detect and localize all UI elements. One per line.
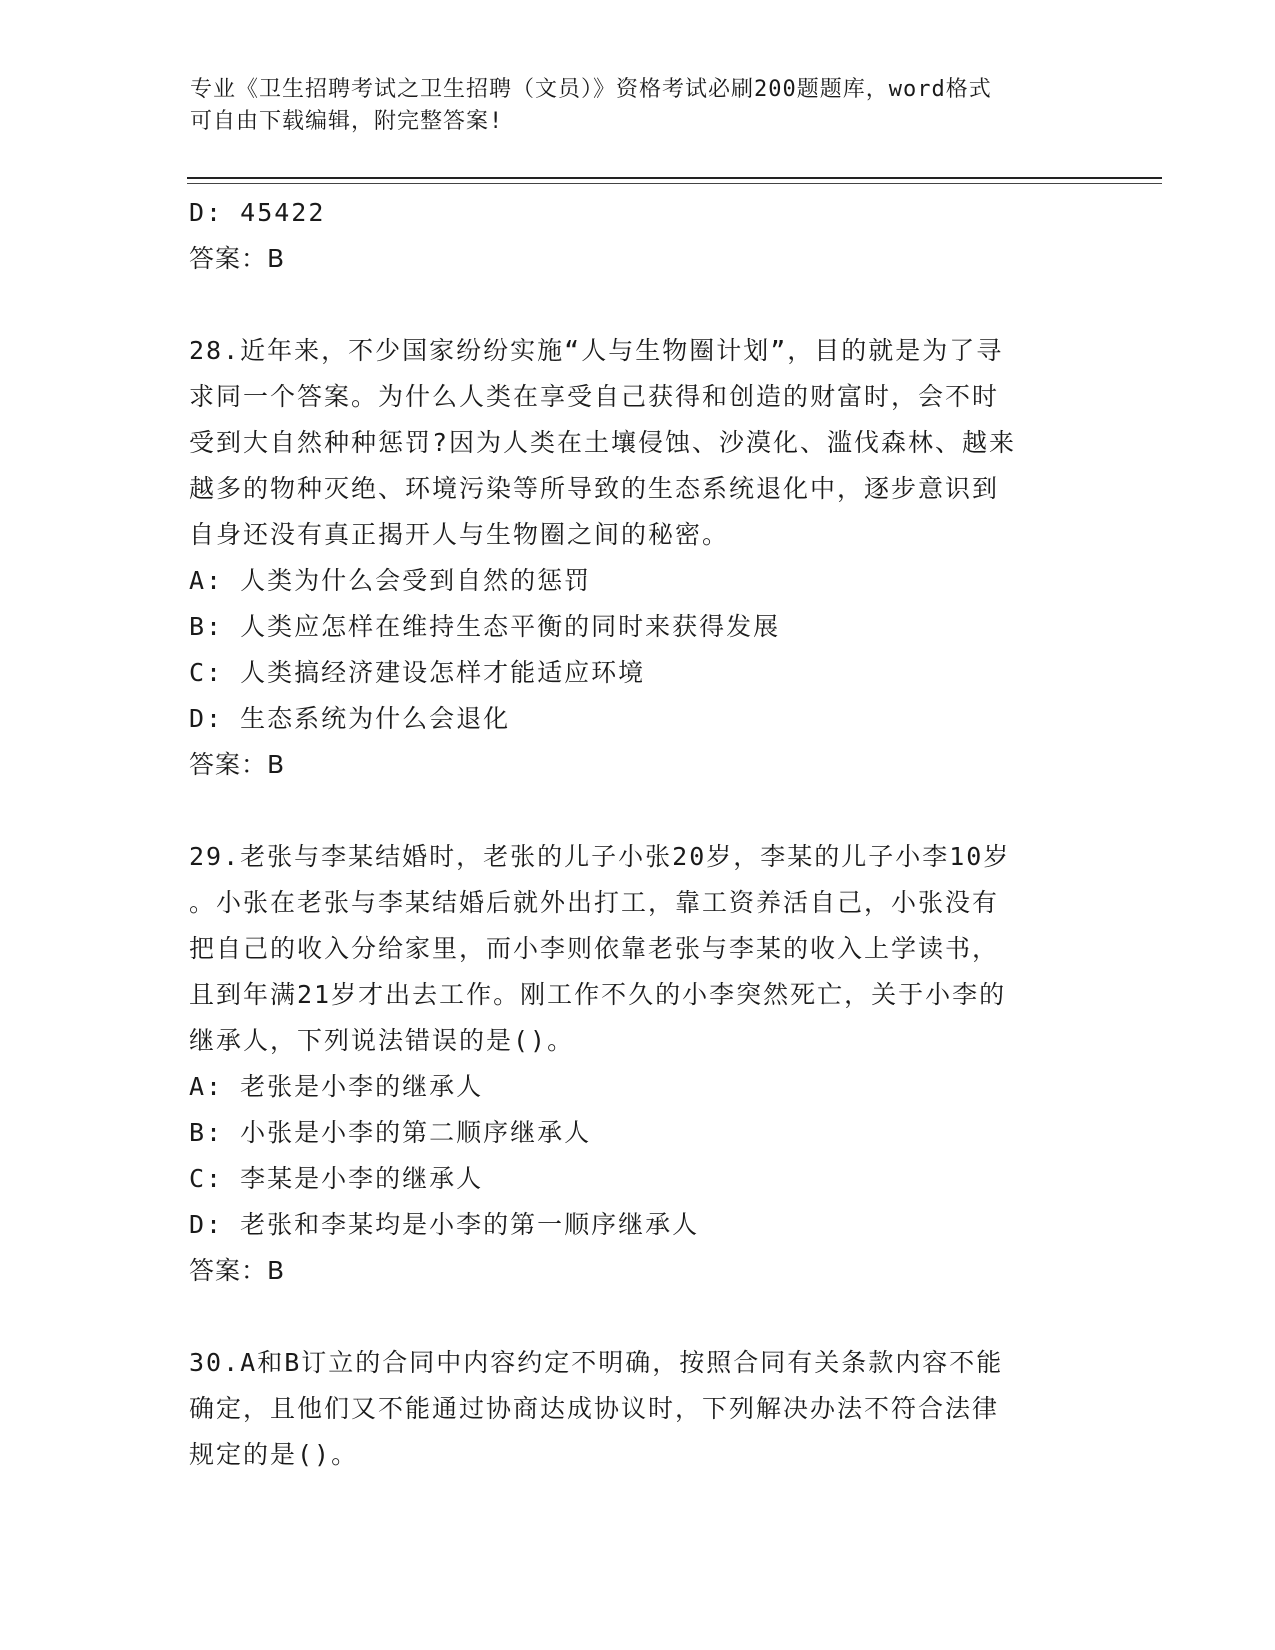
q29-option-d: D: 老张和李某均是小李的第一顺序继承人 <box>189 1210 700 1239</box>
q28-line-4: 越多的物种灭绝、环境污染等所导致的生态系统退化中，逐步意识到 <box>189 474 1000 503</box>
q30-line-3: 规定的是()。 <box>189 1440 359 1469</box>
q28-option-d: D: 生态系统为什么会退化 <box>189 704 511 733</box>
q28-answer: 答案：B <box>189 750 286 779</box>
q29-line-1: 29.老张与李某结婚时，老张的儿子小张20岁，李某的儿子小李10岁 <box>189 842 1011 871</box>
q28-line-1: 28.近年来，不少国家纷纷实施“人与生物圈计划”，目的就是为了寻 <box>189 336 1004 365</box>
q29-answer: 答案：B <box>189 1256 286 1285</box>
q30-line-2: 确定，且他们又不能通过协商达成协议时，下列解决办法不符合法律 <box>189 1394 1000 1423</box>
q30-line-1: 30.A和B订立的合同中内容约定不明确，按照合同有关条款内容不能 <box>189 1348 1004 1377</box>
prev-option-d: D: 45422 <box>189 198 326 227</box>
q29-line-5: 继承人，下列说法错误的是()。 <box>189 1026 575 1055</box>
header-line-1: 专业《卫生招聘考试之卫生招聘（文员）》资格考试必刷200题题库，word格式 <box>190 77 992 102</box>
q29-option-a: A: 老张是小李的继承人 <box>189 1072 484 1101</box>
q29-option-b: B: 小张是小李的第二顺序继承人 <box>189 1118 592 1147</box>
q29-option-c: C: 李某是小李的继承人 <box>189 1164 484 1193</box>
q29-line-4: 且到年满21岁才出去工作。刚工作不久的小李突然死亡，关于小李的 <box>189 980 1007 1009</box>
header-rule-thick <box>187 177 1162 179</box>
q28-line-5: 自身还没有真正揭开人与生物圈之间的秘密。 <box>189 520 730 549</box>
spacer <box>189 1294 1089 1340</box>
q28-option-c: C: 人类搞经济建设怎样才能适应环境 <box>189 658 646 687</box>
q28-option-a: A: 人类为什么会受到自然的惩罚 <box>189 566 592 595</box>
q29-line-2: 。小张在老张与李某结婚后就外出打工，靠工资养活自己，小张没有 <box>189 888 1000 917</box>
q29-line-3: 把自己的收入分给家里，而小李则依靠老张与李某的收入上学读书， <box>189 934 1000 963</box>
document-header <box>190 74 1090 138</box>
q28-line-3: 受到大自然种种惩罚?因为人类在土壤侵蚀、沙漠化、滥伐森林、越来 <box>189 428 1017 457</box>
q28-option-b: B: 人类应怎样在维持生态平衡的同时来获得发展 <box>189 612 781 641</box>
question-28 <box>189 328 1089 788</box>
question-29 <box>189 834 1089 1294</box>
header-line-2: 可自由下载编辑，附完整答案! <box>190 109 504 134</box>
prev-answer: 答案：B <box>189 244 286 273</box>
document-body <box>189 190 1089 1478</box>
question-30 <box>189 1340 1089 1478</box>
header-rule-thin <box>187 183 1162 184</box>
q28-line-2: 求同一个答案。为什么人类在享受自己获得和创造的财富时，会不时 <box>189 382 1000 411</box>
spacer <box>189 282 1089 328</box>
spacer <box>189 788 1089 834</box>
